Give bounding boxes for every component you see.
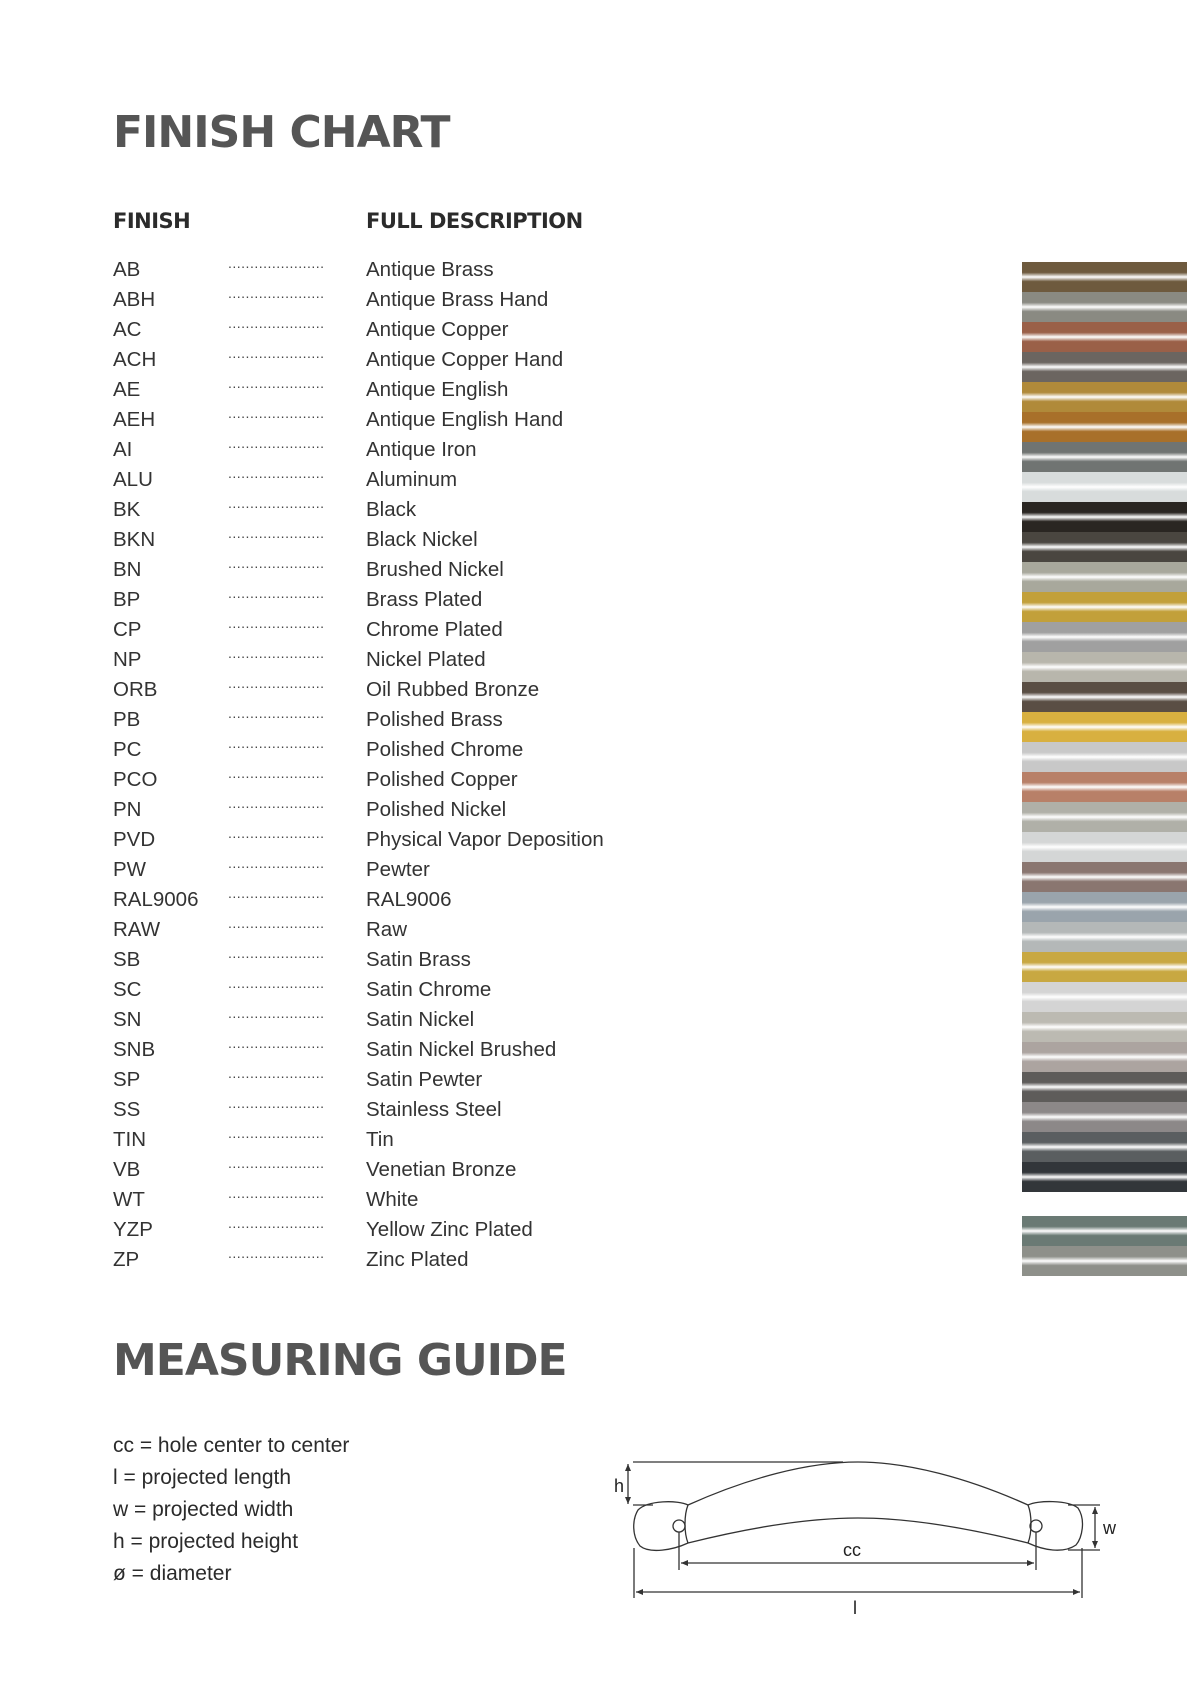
- finish-description: Satin Chrome: [366, 978, 492, 1001]
- finish-row: [113, 1185, 673, 1215]
- finish-swatch: [1022, 892, 1187, 922]
- finish-description: Nickel Plated: [366, 648, 486, 671]
- finish-code: VB: [113, 1158, 141, 1181]
- finish-row: [113, 1215, 673, 1245]
- finish-row: [113, 615, 673, 645]
- finish-description: Polished Chrome: [366, 738, 524, 761]
- finish-row: [113, 465, 673, 495]
- finish-swatch: [1022, 472, 1187, 502]
- finish-description: Oil Rubbed Bronze: [366, 678, 540, 701]
- finish-chart-title: FINISH CHART: [113, 107, 450, 158]
- finish-swatch: [1022, 1012, 1187, 1042]
- finish-code: ABH: [113, 288, 156, 311]
- finish-code: AC: [113, 318, 142, 341]
- finish-swatch: [1022, 742, 1187, 772]
- label-cc: cc: [843, 1540, 861, 1560]
- finish-row: [113, 375, 673, 405]
- finish-row: [113, 1125, 673, 1155]
- leader-dots: ......................: [228, 1005, 325, 1021]
- finish-swatch: [1022, 262, 1187, 292]
- leader-dots: ......................: [228, 405, 325, 421]
- finish-description: Pewter: [366, 858, 430, 881]
- finish-row: [113, 885, 673, 915]
- leader-dots: ......................: [228, 735, 325, 751]
- finish-description: Satin Pewter: [366, 1068, 483, 1091]
- finish-row: [113, 975, 673, 1005]
- finish-swatch: [1022, 352, 1187, 382]
- measuring-guide-title: MEASURING GUIDE: [113, 1335, 567, 1386]
- finish-row: [113, 555, 673, 585]
- finish-row: [113, 345, 673, 375]
- finish-swatch: [1022, 592, 1187, 622]
- leader-dots: ......................: [228, 1215, 325, 1231]
- finish-swatch-column: [1022, 262, 1187, 1192]
- finish-swatch: [1022, 832, 1187, 862]
- leader-dots: ......................: [228, 315, 325, 331]
- finish-row: [113, 285, 673, 315]
- finish-row: [113, 1155, 673, 1185]
- leader-dots: ......................: [228, 345, 325, 361]
- finish-code: BK: [113, 498, 141, 521]
- leader-dots: ......................: [228, 675, 325, 691]
- finish-code: CP: [113, 618, 142, 641]
- finish-code: AI: [113, 438, 133, 461]
- finish-code: RAL9006: [113, 888, 199, 911]
- finish-row: [113, 1035, 673, 1065]
- leader-dots: ......................: [228, 285, 325, 301]
- finish-description: Satin Brass: [366, 948, 471, 971]
- finish-description: Antique English: [366, 378, 509, 401]
- finish-description: Polished Copper: [366, 768, 518, 791]
- leader-dots: ......................: [228, 255, 325, 271]
- finish-code: PW: [113, 858, 147, 881]
- legend-line-w: w = projected width: [113, 1498, 294, 1521]
- finish-code: SB: [113, 948, 141, 971]
- finish-row: [113, 825, 673, 855]
- finish-row: [113, 735, 673, 765]
- finish-swatch: [1022, 412, 1187, 442]
- finish-row: [113, 675, 673, 705]
- finish-description: Polished Nickel: [366, 798, 507, 821]
- finish-row: [113, 795, 673, 825]
- finish-code: ZP: [113, 1248, 140, 1271]
- finish-code: ALU: [113, 468, 153, 491]
- finish-code: PN: [113, 798, 142, 821]
- finish-code: NP: [113, 648, 142, 671]
- legend-line-l: l = projected length: [113, 1466, 292, 1489]
- finish-code: WT: [113, 1188, 145, 1211]
- finish-code: SS: [113, 1098, 141, 1121]
- label-l: l: [853, 1598, 857, 1618]
- finish-description: Antique Iron: [366, 438, 477, 461]
- leader-dots: ......................: [228, 915, 325, 931]
- finish-code: ORB: [113, 678, 158, 701]
- leader-dots: ......................: [228, 705, 325, 721]
- finish-description: Polished Brass: [366, 708, 503, 731]
- finish-code: ACH: [113, 348, 157, 371]
- finish-swatch: [1022, 862, 1187, 892]
- finish-swatch: [1022, 1216, 1187, 1246]
- finish-code: SC: [113, 978, 142, 1001]
- hole-right: [1030, 1520, 1042, 1532]
- finish-swatch: [1022, 802, 1187, 832]
- finish-swatch: [1022, 652, 1187, 682]
- finish-description: Satin Nickel Brushed: [366, 1038, 557, 1061]
- leader-dots: ......................: [228, 975, 325, 991]
- finish-code: SP: [113, 1068, 141, 1091]
- finish-row: [113, 255, 673, 285]
- finish-row: [113, 435, 673, 465]
- handle-outline: [634, 1462, 1083, 1550]
- finish-code: AEH: [113, 408, 156, 431]
- leader-dots: ......................: [228, 525, 325, 541]
- leader-dots: ......................: [228, 465, 325, 481]
- finish-description: Yellow Zinc Plated: [366, 1218, 533, 1241]
- finish-description: Satin Nickel: [366, 1008, 475, 1031]
- leader-dots: ......................: [228, 375, 325, 391]
- finish-swatch: [1022, 682, 1187, 712]
- handle-measurement-diagram: [608, 1450, 1128, 1620]
- finish-swatch: [1022, 622, 1187, 652]
- finish-swatch: [1022, 1042, 1187, 1072]
- finish-description: Antique Brass Hand: [366, 288, 549, 311]
- finish-row: [113, 705, 673, 735]
- finish-swatch: [1022, 532, 1187, 562]
- finish-code: PC: [113, 738, 142, 761]
- finish-description: Brushed Nickel: [366, 558, 504, 581]
- finish-swatch: [1022, 382, 1187, 412]
- finish-description: Zinc Plated: [366, 1248, 469, 1271]
- leader-dots: ......................: [228, 855, 325, 871]
- label-w: w: [1103, 1518, 1116, 1538]
- finish-code: RAW: [113, 918, 161, 941]
- finish-description: Black Nickel: [366, 528, 478, 551]
- finish-swatch: [1022, 1102, 1187, 1132]
- finish-description: Raw: [366, 918, 408, 941]
- finish-code: TIN: [113, 1128, 147, 1151]
- finish-row: [113, 1245, 673, 1275]
- finish-swatch: [1022, 1072, 1187, 1102]
- leader-dots: ......................: [228, 885, 325, 901]
- leader-dots: ......................: [228, 555, 325, 571]
- finish-code: SNB: [113, 1038, 156, 1061]
- finish-description: RAL9006: [366, 888, 452, 911]
- leader-dots: ......................: [228, 585, 325, 601]
- legend-line-h: h = projected height: [113, 1530, 299, 1553]
- finish-swatch: [1022, 562, 1187, 592]
- finish-swatch: [1022, 1162, 1187, 1192]
- leader-dots: ......................: [228, 825, 325, 841]
- finish-row: [113, 525, 673, 555]
- finish-row: [113, 855, 673, 885]
- finish-swatch: [1022, 982, 1187, 1012]
- label-h: h: [614, 1476, 625, 1496]
- legend-line-diameter: ø = diameter: [113, 1562, 232, 1585]
- finish-code: SN: [113, 1008, 142, 1031]
- finish-swatch: [1022, 922, 1187, 952]
- finish-code: PCO: [113, 768, 158, 791]
- finish-code: AB: [113, 258, 141, 281]
- measurement-legend: [113, 1430, 349, 1590]
- finish-description: Tin: [366, 1128, 394, 1151]
- leader-dots: ......................: [228, 615, 325, 631]
- finish-swatch: [1022, 322, 1187, 352]
- finish-description: Chrome Plated: [366, 618, 503, 641]
- finish-swatch: [1022, 292, 1187, 322]
- finish-row: [113, 1065, 673, 1095]
- finish-row: [113, 945, 673, 975]
- hole-left: [673, 1520, 685, 1532]
- finish-row: [113, 585, 673, 615]
- finish-description: Physical Vapor Deposition: [366, 828, 604, 851]
- leader-dots: ......................: [228, 765, 325, 781]
- finish-row: [113, 315, 673, 345]
- finish-column-header: FINISH: [113, 209, 191, 233]
- finish-description: Black: [366, 498, 417, 521]
- leader-dots: ......................: [228, 495, 325, 511]
- leader-dots: ......................: [228, 795, 325, 811]
- finish-description: Antique Copper Hand: [366, 348, 564, 371]
- leader-dots: ......................: [228, 1035, 325, 1051]
- leader-dots: ......................: [228, 1155, 325, 1171]
- finish-code: AE: [113, 378, 141, 401]
- finish-code: PB: [113, 708, 141, 731]
- finish-swatch: [1022, 502, 1187, 532]
- finish-description: White: [366, 1188, 419, 1211]
- finish-description: Antique Brass: [366, 258, 494, 281]
- finish-row: [113, 405, 673, 435]
- finish-swatch: [1022, 772, 1187, 802]
- finish-code: YZP: [113, 1218, 153, 1241]
- finish-swatch: [1022, 1246, 1187, 1276]
- finish-swatch: [1022, 1132, 1187, 1162]
- finish-code: BKN: [113, 528, 156, 551]
- leader-dots: ......................: [228, 1095, 325, 1111]
- finish-swatch: [1022, 442, 1187, 472]
- finish-row: [113, 1095, 673, 1125]
- finish-row: [113, 1005, 673, 1035]
- leader-dots: ......................: [228, 1185, 325, 1201]
- description-column-header: FULL DESCRIPTION: [366, 209, 583, 233]
- finish-code: PVD: [113, 828, 156, 851]
- leader-dots: ......................: [228, 435, 325, 451]
- finish-description: Brass Plated: [366, 588, 483, 611]
- finish-row: [113, 645, 673, 675]
- finish-swatch: [1022, 712, 1187, 742]
- leader-dots: ......................: [228, 1125, 325, 1141]
- finish-table: [113, 255, 673, 1275]
- legend-line-cc: cc = hole center to center: [113, 1434, 350, 1457]
- finish-row: [113, 915, 673, 945]
- leader-dots: ......................: [228, 1065, 325, 1081]
- leader-dots: ......................: [228, 1245, 325, 1261]
- finish-swatch: [1022, 952, 1187, 982]
- finish-description: Venetian Bronze: [366, 1158, 517, 1181]
- leader-dots: ......................: [228, 945, 325, 961]
- finish-row: [113, 495, 673, 525]
- finish-description: Aluminum: [366, 468, 458, 491]
- finish-description: Antique Copper: [366, 318, 509, 341]
- finish-code: BN: [113, 558, 142, 581]
- finish-row: [113, 765, 673, 795]
- finish-code: BP: [113, 588, 141, 611]
- finish-description: Antique English Hand: [366, 408, 564, 431]
- leader-dots: ......................: [228, 645, 325, 661]
- finish-description: Stainless Steel: [366, 1098, 502, 1121]
